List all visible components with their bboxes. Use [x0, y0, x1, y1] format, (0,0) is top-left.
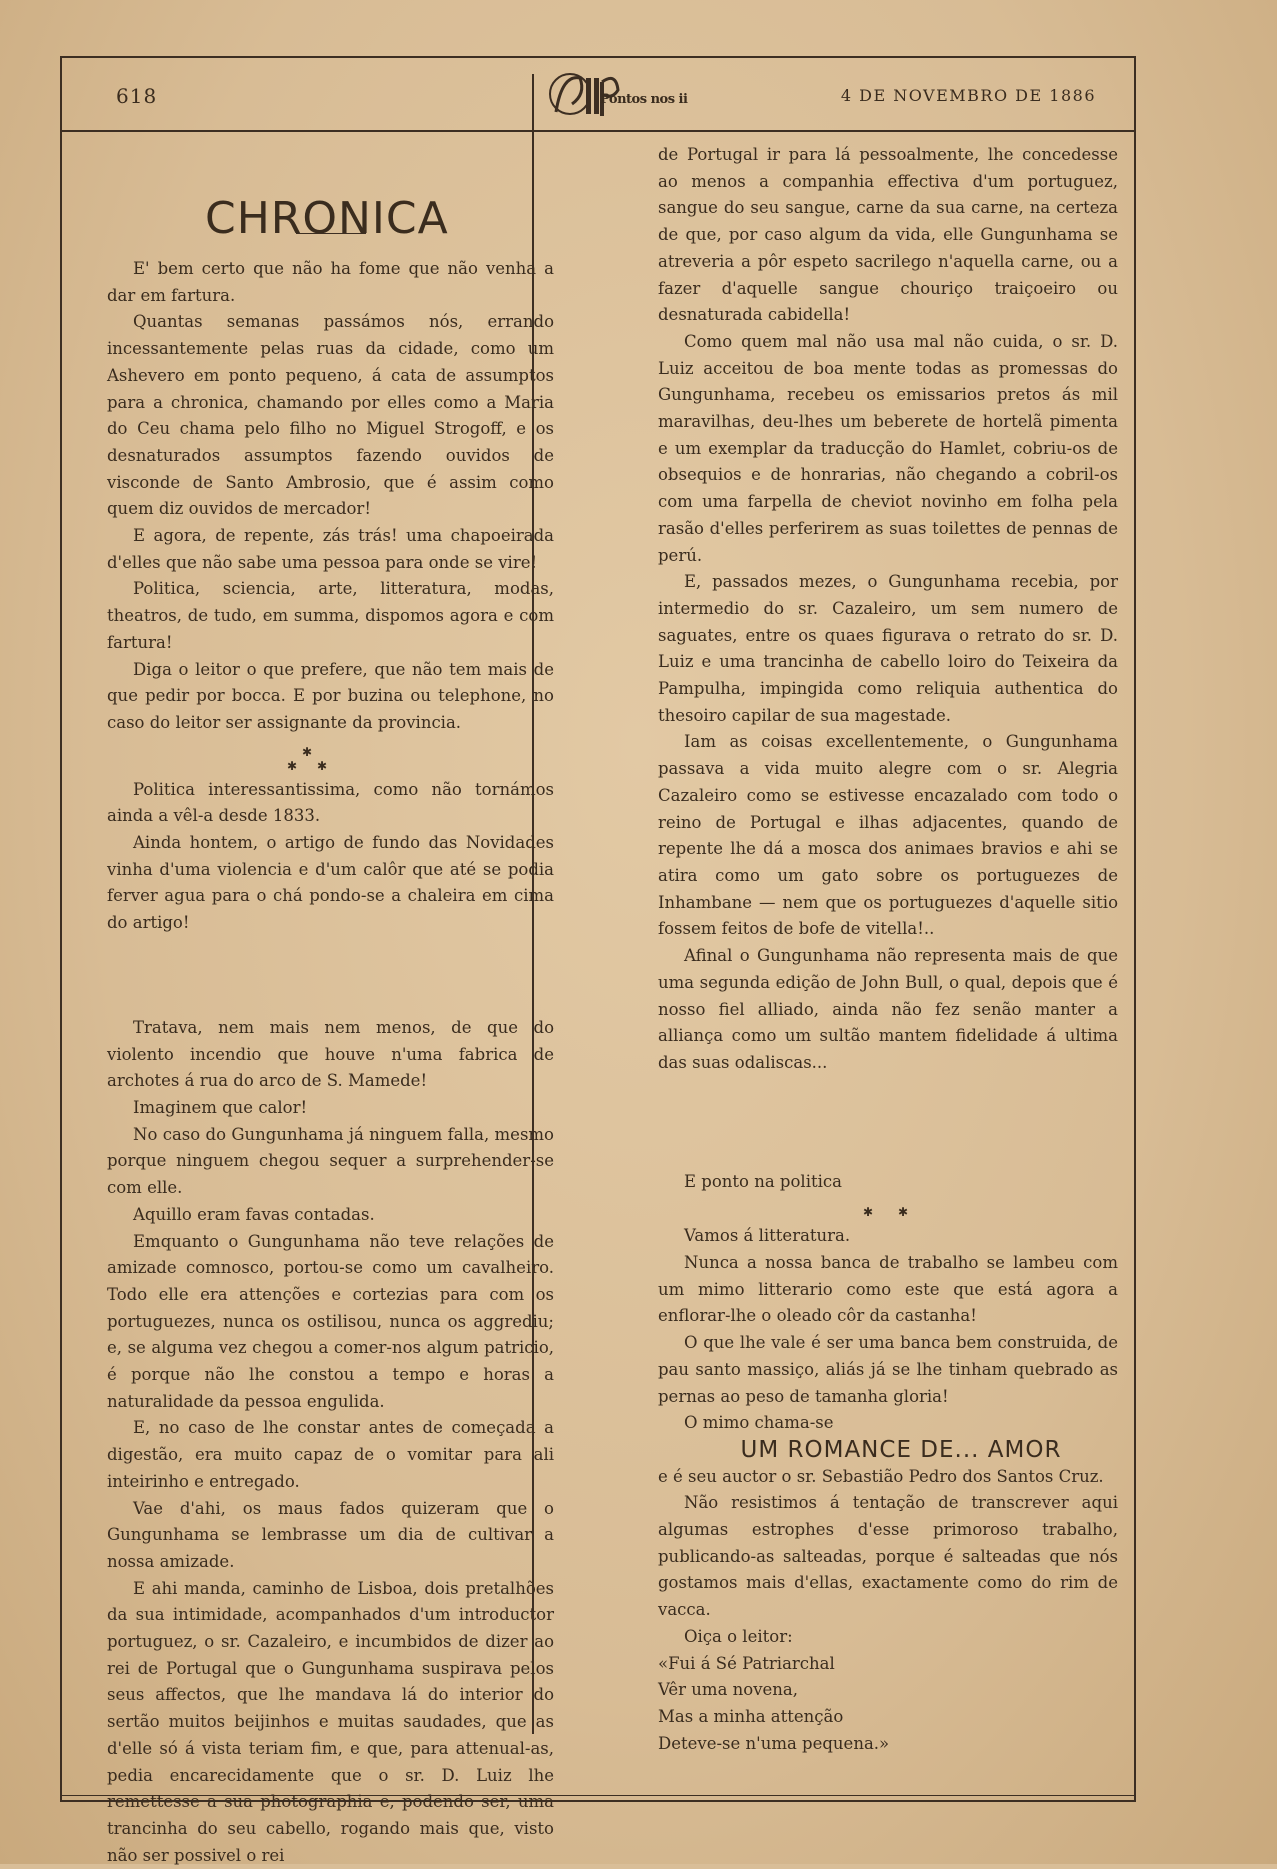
- section-asterisks: ✱ ✱: [863, 1205, 909, 1220]
- paragraph: E, passados mezes, o Gungunhama recebia, por intermedio do sr. Cazaleiro, um sem numero de saguates, entre os quaes figurava o retrato do sr. D. Luiz e uma trancinha de cabello loiro do Teixeira da Pampulha, impingida como reliquia authentica do thesoiro capilar de sua magestade.: [658, 572, 1118, 725]
- paragraph: Emquanto o Gungunhama não teve relações de amizade comnosco, portou-se como um cavalheiro. Todo elle era attenções e cortezias para com os portuguezes, nunca os ostilisou, nunca os aggrediu; e, se alguma vez chegou a comer-nos algum patricio, é porque não lhe constou a tempo e horas a naturalidade da pessoa engulida.: [107, 1231, 554, 1411]
- paragraph: de Portugal ir para lá pessoalmente, lhe concedesse ao menos a companhia effectiva d'um portuguez, sangue do seu sangue, carne da sua carne, na certeza de que, por caso algum da vida, elle Gungunhama se atreveria a pôr espeto sacrilego n'aquella carne, ou a fazer d'aquelle sangue chouriço traiçoeiro ou desnaturada cabidella!: [658, 145, 1118, 325]
- paragraph: E' bem certo que não ha fome que não venha a dar em fartura.: [107, 259, 554, 305]
- closing-line: E ponto na politica: [684, 1171, 842, 1191]
- paragraph: Politica, sciencia, arte, litteratura, modas, theatros, de tudo, em summa, dispomos agora e com fartura!: [107, 579, 554, 652]
- title-rule: [296, 233, 366, 234]
- subheading: UM ROMANCE DE... AMOR: [740, 1436, 1062, 1463]
- article-title: CHRONICA: [205, 193, 449, 245]
- paragraph: Politica interessantissima, como não tornámos ainda a vêl-a desde 1833.: [107, 779, 554, 826]
- verse-line: Deteve-se n'uma pequena.»: [658, 1733, 890, 1753]
- verse-line: «Fui á Sé Patriarchal: [658, 1653, 835, 1673]
- paragraph: Imaginem que calor!: [133, 1097, 308, 1117]
- paragraph: E, no caso de lhe constar antes de começada a digestão, era muito capaz de o vomitar para ali inteirinho e entregado.: [107, 1418, 554, 1491]
- paragraph: E agora, de repente, zás trás! uma chapoeirada d'elles que não sabe uma pessoa para onde se vire!: [107, 526, 554, 572]
- verse-line: Mas a minha attenção: [658, 1706, 844, 1726]
- paragraph: Vamos á litteratura.: [684, 1226, 851, 1246]
- spacer: [658, 1077, 1118, 1169]
- paragraph: Vae d'ahi, os maus fados quizeram que o Gungunhama se lembrasse um dia de cultivar a nossa amizade.: [107, 1498, 554, 1571]
- verse-line: Vêr uma novena,: [658, 1680, 799, 1700]
- section-asterisks: ✱ ✱ ✱: [287, 744, 328, 773]
- paragraph: e é seu auctor o sr. Sebastião Pedro dos Santos Cruz.: [658, 1466, 1104, 1486]
- paragraph: Ainda hontem, o artigo de fundo das Novidades vinha d'uma violencia e d'um calôr que até se podia ferver agua para o chá pondo-se a chaleira em cima do artigo!: [107, 833, 554, 933]
- paragraph: O que lhe vale é ser uma banca bem construida, de pau santo massiço, aliás já se lhe tinham quebrado as pernas ao peso de tamanha gloria!: [658, 1333, 1118, 1406]
- page-number: 618: [116, 84, 158, 108]
- right-column: [658, 142, 1118, 1757]
- paragraph: Como quem mal não usa mal não cuida, o sr. D. Luiz acceitou de boa mente todas as promessas do Gungunhama, recebeu os emissarios pretos ás mil maravilhas, deu-lhes um beberete de hortelã pimenta e um exemplar da traducção do Hamlet, cobriu-os de obsequios e de honrarias, não chegando a cobril-os com uma farpella de cheviot novinho em folha pela rasão d'elles perferirem as suas toilettes de pennas de perú.: [658, 331, 1118, 565]
- spacer: [107, 937, 554, 1015]
- paragraph: Nunca a nossa banca de trabalho se lambeu com um mimo litterario como este que está agora a enflorar-lhe o oleado côr da castanha!: [658, 1253, 1118, 1326]
- page-header: [62, 58, 1134, 132]
- paragraph: No caso do Gungunhama já ninguem falla, mesmo porque ninguem chegou sequer a surprehender-se com elle.: [107, 1124, 554, 1198]
- paragraph: Iam as coisas excellentemente, o Gungunhama passava a vida muito alegre com o sr. Alegria Cazaleiro como se estivesse encazalado com todo o reino de Portugal e ilhas adjacentes, quando de repente lhe dá a mosca dos animaes bravios e ahi se atira como um gato sobre os portuguezes de Inhambane — nem que os portuguezes d'aquelle sitio fossem feitos de bofe de vitella!..: [658, 732, 1118, 939]
- paragraph: Tratava, nem mais nem menos, de que do violento incendio que houve n'uma fabrica de archotes á rua do arco de S. Mamede!: [107, 1017, 554, 1091]
- paragraph: Diga o leitor o que prefere, que não tem mais de que pedir por bocca. E por buzina ou telephone, no caso do leitor ser assignante da provincia.: [107, 659, 554, 732]
- left-column: [107, 256, 554, 1869]
- paragraph: E ahi manda, caminho de Lisboa, dois pretalhões da sua intimidade, acompanhados d'um introductor portuguez, o sr. Cazaleiro, e incumbidos de dizer ao rei de Portugal que o Gungunhama suspirava pelos seus affectos, que lhe mandava lá do interior do sertão muitos beijinhos e muitas saudades, que as d'elle só á vista teriam fim, e que, para attenual-as, pedia encarecidamente que o sr. D. Luiz lhe remettesse a sua photographia e, podendo ser, uma trancinha do seu cabello, rogando mais que, visto não ser possivel o rei: [107, 1578, 554, 1865]
- paragraph: O mimo chama-se: [684, 1413, 834, 1433]
- paragraph: Aquillo eram favas contadas.: [133, 1204, 375, 1224]
- paragraph: Oiça o leitor:: [684, 1626, 793, 1646]
- masthead-title: Pontos nos ii: [600, 92, 688, 107]
- paragraph: Não resistimos á tentação de transcrever aqui algumas estrophes d'esse primoroso trabalho, publicando-as salteadas, porque é salteadas que nós gostamos mais d'ellas, exactamente como do rim de vacca.: [658, 1493, 1118, 1620]
- paragraph: Afinal o Gungunhama não representa mais de que uma segunda edição de John Bull, o qual, depois que é nosso fiel alliado, ainda não fez senão manter a alliança como um sultão mantem fidelidade á ultima das suas odaliscas...: [658, 946, 1118, 1072]
- paragraph: Quantas semanas passámos nós, errando incessantemente pelas ruas da cidade, como um Ashevero em ponto pequeno, á cata de assumptos para a chronica, chamando por elles como a Maria do Ceu chama pelo filho no Miguel Strogoff, e os desnaturados assumptos fazendo ouvidos de visconde de Santo Ambrosio, que é assim como quem diz ouvidos de mercador!: [107, 312, 554, 519]
- issue-date: 4 DE NOVEMBRO DE 1886: [840, 86, 1096, 105]
